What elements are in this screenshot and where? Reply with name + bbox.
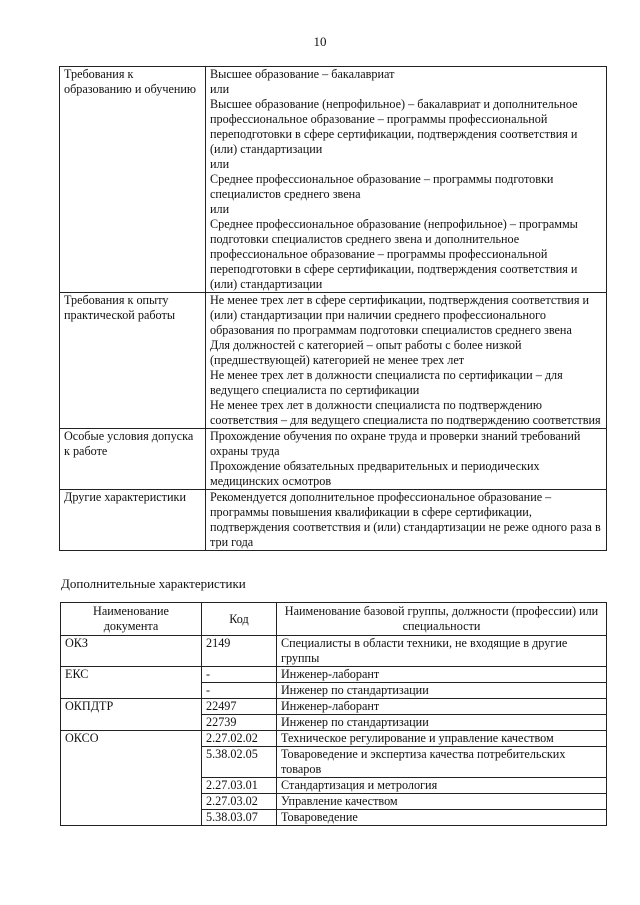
- requirements-table: [59, 66, 607, 551]
- table-row: [61, 731, 607, 747]
- requirement-line: Среднее профессиональное образование (непрофильное) – программы подготовки специалистов среднего звена и дополнительное профессиональное образование – программы профессиональной переподготовки в сфере сертификации, подтверждения соответствия и (или) стандартизации: [210, 217, 578, 291]
- requirement-value: [206, 67, 607, 293]
- occupation-name: Техническое регулирование и управление качеством: [277, 731, 607, 747]
- occupation-name: Товароведение: [277, 810, 607, 826]
- requirement-value: [206, 490, 607, 551]
- requirement-row: [60, 293, 607, 429]
- code-cell: 2.27.02.02: [202, 731, 277, 747]
- requirement-line: Рекомендуется дополнительное профессиональное образование – программы повышения квалификации в сфере сертификации, подтверждения соответствия и (или) стандартизации не реже одного раза в три года: [210, 490, 601, 549]
- code-cell: 2149: [202, 636, 277, 667]
- requirement-line: Не менее трех лет в должности специалиста по сертификации – для ведущего специалиста по сертификации: [210, 368, 563, 397]
- occupation-name: Стандартизация и метрология: [277, 778, 607, 794]
- requirement-line: Прохождение обучения по охране труда и проверки знаний требований охраны труда: [210, 429, 581, 458]
- requirement-label: Другие характеристики: [60, 490, 206, 551]
- requirement-row: [60, 490, 607, 551]
- header-code: Код: [202, 603, 277, 636]
- occupation-name: Инженер-лаборант: [277, 667, 607, 683]
- occupation-name: Товароведение и экспертиза качества потребительских товаров: [277, 747, 607, 778]
- requirement-line: Высшее образование (непрофильное) – бакалавриат и дополнительное профессиональное образование – программы профессиональной переподготовки в сфере сертификации, подтверждения соответствия и (или) стандартизации: [210, 97, 578, 156]
- requirement-row: [60, 429, 607, 490]
- requirement-line: Высшее образование – бакалавриат: [210, 67, 395, 81]
- code-cell: 2.27.03.02: [202, 794, 277, 810]
- occupation-name: Специалисты в области техники, не входящие в другие группы: [277, 636, 607, 667]
- requirement-line: или: [210, 82, 230, 96]
- requirement-line: или: [210, 157, 230, 171]
- header-name: Наименование базовой группы, должности (профессии) или специальности: [277, 603, 607, 636]
- table-row: [61, 636, 607, 667]
- requirement-line: Не менее трех лет в должности специалиста по подтверждению соответствия – для ведущего специалиста по подтверждению соответствия: [210, 398, 601, 427]
- page-number: 10: [313, 34, 327, 49]
- code-cell: -: [202, 683, 277, 699]
- requirement-line: Не менее трех лет в сфере сертификации, подтверждения соответствия и (или) стандартизации при наличии среднего профессионального образования по программам подготовки специалистов среднего звена: [210, 293, 590, 337]
- occupation-name: Инженер-лаборант: [277, 699, 607, 715]
- code-cell: 22497: [202, 699, 277, 715]
- section-title: Дополнительные характеристики: [61, 576, 246, 591]
- occupation-name: Инженер по стандартизации: [277, 683, 607, 699]
- table-row: [61, 667, 607, 683]
- requirement-line: Среднее профессиональное образование – программы подготовки специалистов среднего звена: [210, 172, 554, 201]
- document-name: ОКЗ: [61, 636, 202, 667]
- table-row: [61, 699, 607, 715]
- requirement-value: [206, 429, 607, 490]
- requirement-line: Прохождение обязательных предварительных и периодических медицинских осмотров: [210, 459, 540, 488]
- occupation-name: Инженер по стандартизации: [277, 715, 607, 731]
- document-name: ЕКС: [61, 667, 202, 699]
- requirement-label: Требования к образованию и обучению: [60, 67, 206, 293]
- document-name: ОКСО: [61, 731, 202, 826]
- code-cell: 5.38.03.07: [202, 810, 277, 826]
- code-cell: 22739: [202, 715, 277, 731]
- occupation-name: Управление качеством: [277, 794, 607, 810]
- document-name: ОКПДТР: [61, 699, 202, 731]
- table-header-row: [61, 603, 607, 636]
- requirement-value: [206, 293, 607, 429]
- code-cell: 2.27.03.01: [202, 778, 277, 794]
- header-document: Наименование документа: [61, 603, 202, 636]
- code-cell: 5.38.02.05: [202, 747, 277, 778]
- requirement-label: Требования к опыту практической работы: [60, 293, 206, 429]
- additional-characteristics-table: [60, 602, 607, 826]
- requirement-row: [60, 67, 607, 293]
- code-cell: -: [202, 667, 277, 683]
- requirement-line: или: [210, 202, 230, 216]
- requirement-line: Для должностей с категорией – опыт работы с более низкой (предшествующей) категорией не менее трех лет: [210, 338, 522, 367]
- requirement-label: Особые условия допуска к работе: [60, 429, 206, 490]
